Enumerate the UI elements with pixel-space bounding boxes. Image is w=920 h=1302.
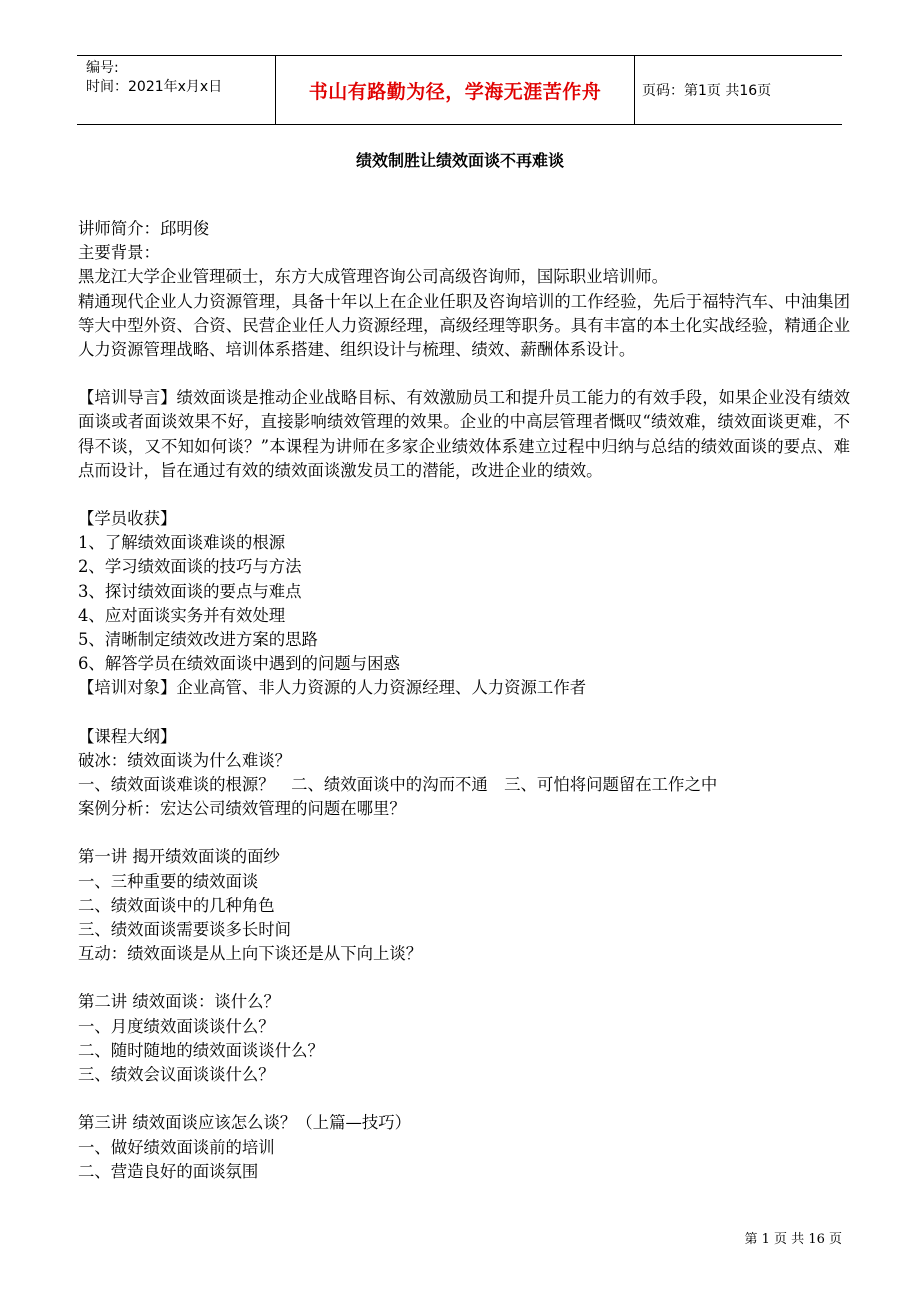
outline-line: 二、绩效面谈中的几种角色: [78, 895, 275, 915]
training-guide: 【培训导言】绩效面谈是推动企业战略目标、有效激励员工和提升员工能力的有效手段，如果企业没有绩效面谈或者面谈效果不好，直接影响绩效管理的效果。企业的中高层管理者慨叹“绩效难，绩效面谈更难，不得不谈，又不知如何谈？”本课程为讲师在多家企业绩效体系建立过程中归纳与总结的绩效面谈的要点、难点而设计，旨在通过有效的绩效面谈激发员工的潜能，改进企业的绩效。: [78, 388, 850, 480]
outline-line: 三、绩效面谈需要谈多长时间: [78, 920, 292, 940]
header-motto-cell: [276, 56, 635, 124]
header-page-info: 页码：第1页 共16页: [642, 83, 772, 99]
document-body: [78, 217, 850, 1184]
header-table: [77, 55, 842, 125]
page-footer: 第 1 页 共 16 页: [744, 1232, 842, 1247]
list-item: 1、了解绩效面谈难谈的根源: [78, 533, 286, 553]
list-item: 4、应对面谈实务并有效处理: [78, 605, 286, 625]
outline-line: 二、随时随地的绩效面谈谈什么？: [78, 1040, 324, 1060]
document-date: 时间：2021年x月x日: [86, 79, 223, 95]
outline-line: 互动：绩效面谈是从上向下谈还是从下向上谈？: [78, 944, 423, 964]
spacer: [78, 483, 850, 507]
outline-label: 【课程大纲】: [78, 726, 177, 746]
header-page-cell: [635, 56, 842, 124]
background-label: 主要背景：: [78, 243, 160, 263]
outline-line: 一、三种重要的绩效面谈: [78, 871, 259, 891]
background-line-1: 黑龙江大学企业管理硕士，东方大成管理咨询公司高级咨询师，国际职业培训师。: [78, 267, 669, 287]
lecture-heading: 第一讲 揭开绩效面谈的面纱: [78, 847, 280, 867]
document-number-label: 编号:: [86, 60, 119, 76]
outline-line: 破冰：绩效面谈为什么难谈？: [78, 750, 292, 770]
training-target: 【培训对象】企业高管、非人力资源的人力资源经理、人力资源工作者: [78, 678, 587, 698]
instructor-intro: 讲师简介：邱明俊: [78, 219, 210, 238]
outline-line: 一、月度绩效面谈谈什么？: [78, 1016, 275, 1036]
header-motto: 书山有路勤为径，学海无涯苦作舟: [308, 80, 602, 103]
background-line-2: 精通现代企业人力资源管理，具备十年以上在企业任职及咨询培训的工作经验，先后于福特汽车、中油集团等大中型外资、合资、民营企业任人力资源经理，高级经理等职务。具有丰富的本土化实战经验，精通企业人力资源管理战略、培训体系搭建、组织设计与梳理、绩效、薪酬体系设计。: [78, 291, 850, 360]
list-item: 2、学习绩效面谈的技巧与方法: [78, 557, 302, 577]
document-title: 绩效制胜让绩效面谈不再难谈: [355, 151, 564, 170]
list-item: 5、清晰制定绩效改进方案的思路: [78, 630, 318, 650]
spacer: [78, 821, 850, 845]
spacer: [78, 362, 850, 386]
gains-label: 【学员收获】: [78, 509, 177, 529]
lecture-heading: 第三讲 绩效面谈应该怎么谈？（上篇—技巧）: [78, 1113, 412, 1133]
spacer: [78, 966, 850, 990]
outline-line: 二、营造良好的面谈氛围: [78, 1161, 259, 1181]
list-item: 3、探讨绩效面谈的要点与难点: [78, 581, 302, 601]
spacer: [78, 1087, 850, 1111]
outline-line: 一、做好绩效面谈前的培训: [78, 1137, 275, 1157]
outline-line: 一、绩效面谈难谈的根源？ 二、绩效面谈中的沟而不通 三、可怕将问题留在工作之中: [78, 775, 718, 795]
header-meta-cell: [77, 56, 276, 124]
list-item: 6、解答学员在绩效面谈中遇到的问题与困惑: [78, 654, 400, 674]
spacer: [78, 701, 850, 725]
outline-line: 三、绩效会议面谈谈什么？: [78, 1065, 275, 1085]
lecture-heading: 第二讲 绩效面谈：谈什么？: [78, 992, 280, 1012]
outline-line: 案例分析：宏达公司绩效管理的问题在哪里？: [78, 799, 406, 819]
